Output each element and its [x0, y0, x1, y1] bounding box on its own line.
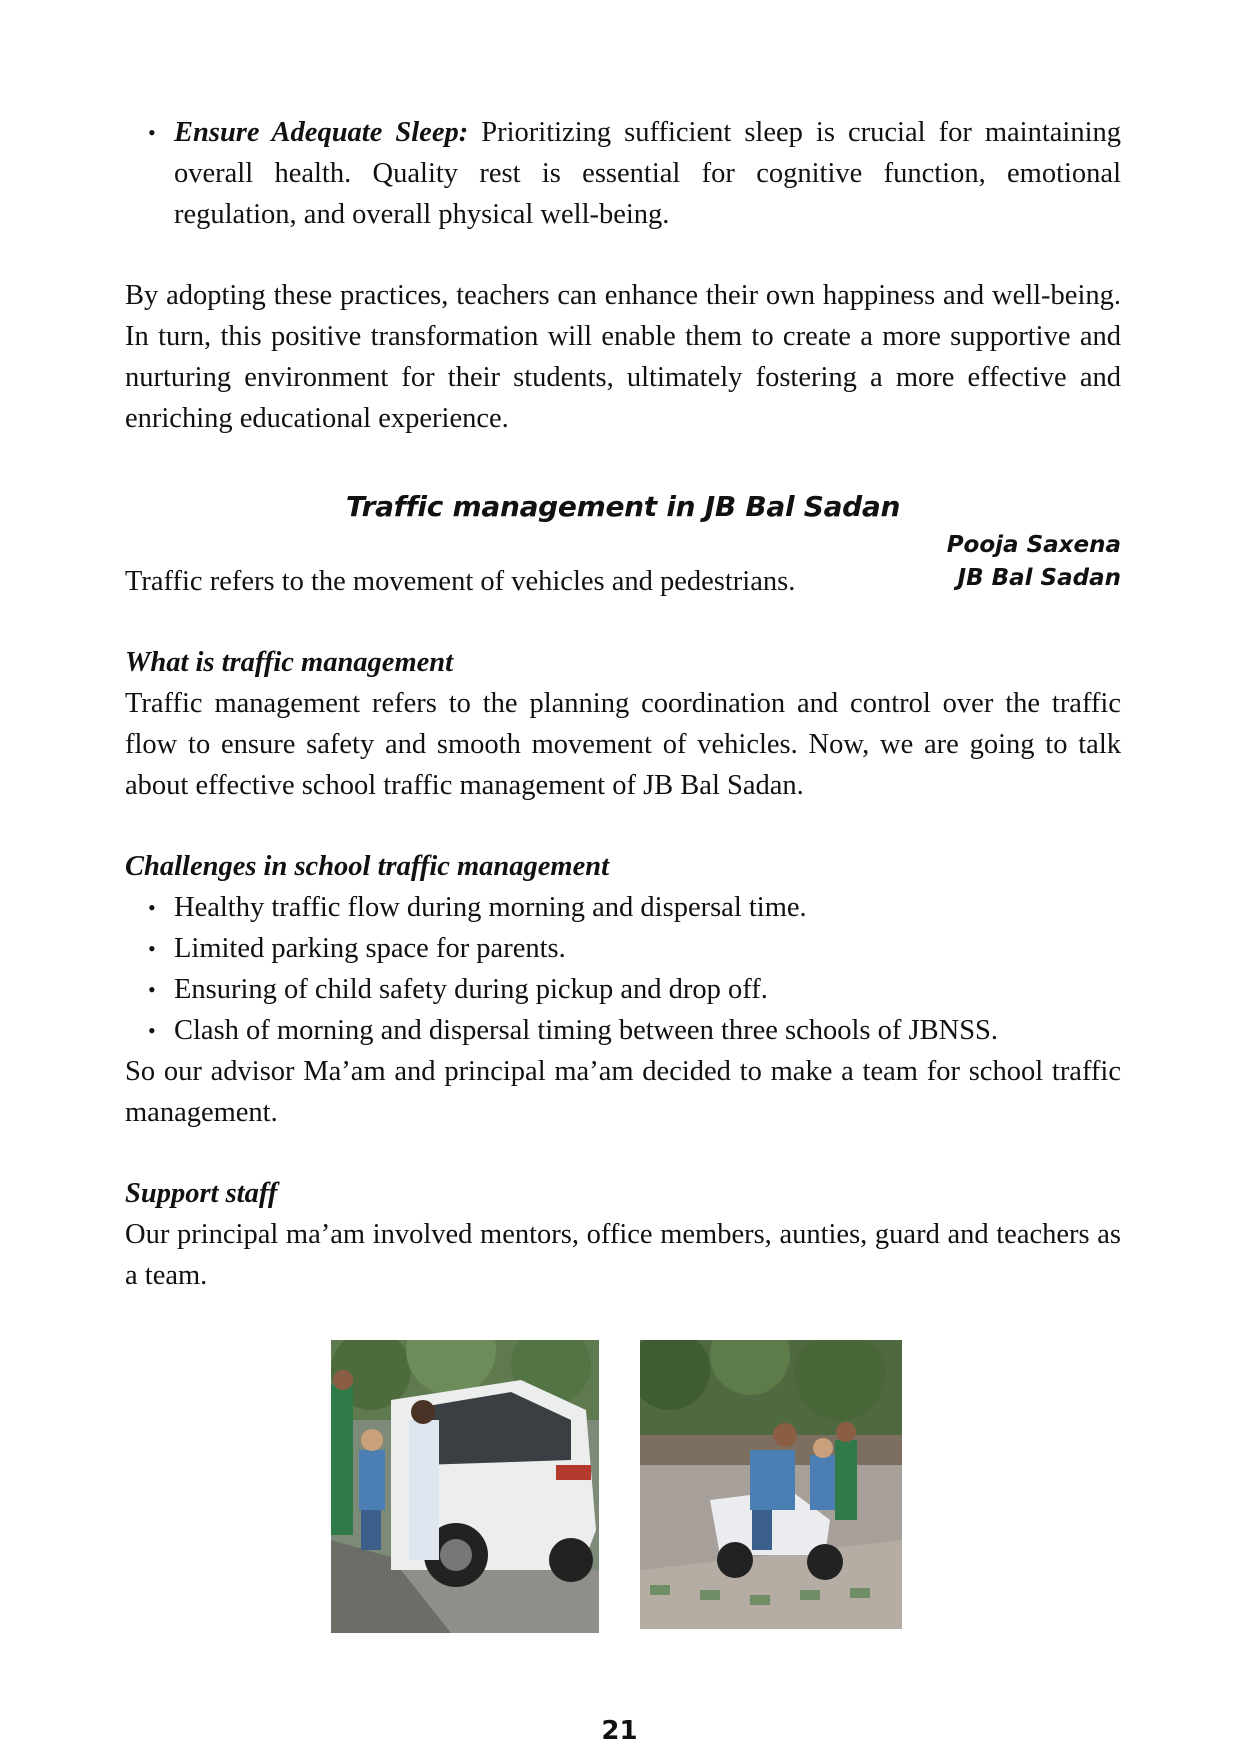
support-heading: Support staff: [125, 1178, 278, 1209]
closing-paragraph: By adopting these practices, teachers can enhance their own happiness and well-being. In turn, this positive transformation will enable them to create a more supportive and nurturing environment for their students, ultimately fostering a more effective and enriching educational experience.: [125, 280, 1121, 434]
list-item: • Ensuring of child safety during pickup and drop off.: [125, 969, 1121, 1010]
article-title: Traffic management in JB Bal Sadan: [345, 490, 901, 523]
sleep-text: Prioritizing sufficient sleep is crucial for maintaining overall health. Quality rest is essential for cognitive function, emotional regulation, and overall physical well-being.: [174, 117, 1121, 230]
sleep-lead-in: Ensure Adequate Sleep:: [174, 117, 469, 148]
challenges-list: [125, 887, 1121, 1051]
photo-row: [0, 1340, 1239, 1635]
list-item: • Clash of morning and dispersal timing between three schools of JBNSS.: [125, 1010, 1121, 1051]
page-number: 21: [601, 1716, 638, 1746]
list-item-sleep: [125, 112, 1121, 235]
photo-scooter-dropoff: [640, 1340, 902, 1629]
author-name: Pooja Saxena: [946, 532, 1121, 558]
support-text: Our principal ma’am involved mentors, office members, aunties, guard and teachers as a team.: [125, 1219, 1121, 1291]
list-item: • Healthy traffic flow during morning and dispersal time.: [125, 887, 1121, 928]
list-item: • Limited parking space for parents.: [125, 928, 1121, 969]
what-text: Traffic management refers to the planning coordination and control over the traffic flow to ensure safety and smooth movement of vehicles. Now, we are going to talk about effective school traffic management of JB Bal Sadan.: [125, 688, 1121, 801]
photo-car-pickup: [331, 1340, 599, 1633]
what-heading: What is traffic management: [125, 647, 454, 678]
author-affiliation: JB Bal Sadan: [957, 565, 1121, 591]
team-text: So our advisor Ma’am and principal ma’am decided to make a team for school traffic management.: [125, 1056, 1121, 1128]
article-intro: Traffic refers to the movement of vehicles and pedestrians.: [125, 566, 796, 597]
challenges-heading: Challenges in school traffic management: [125, 851, 610, 882]
page-content: [125, 112, 1121, 1296]
wellbeing-list: [125, 112, 1121, 235]
